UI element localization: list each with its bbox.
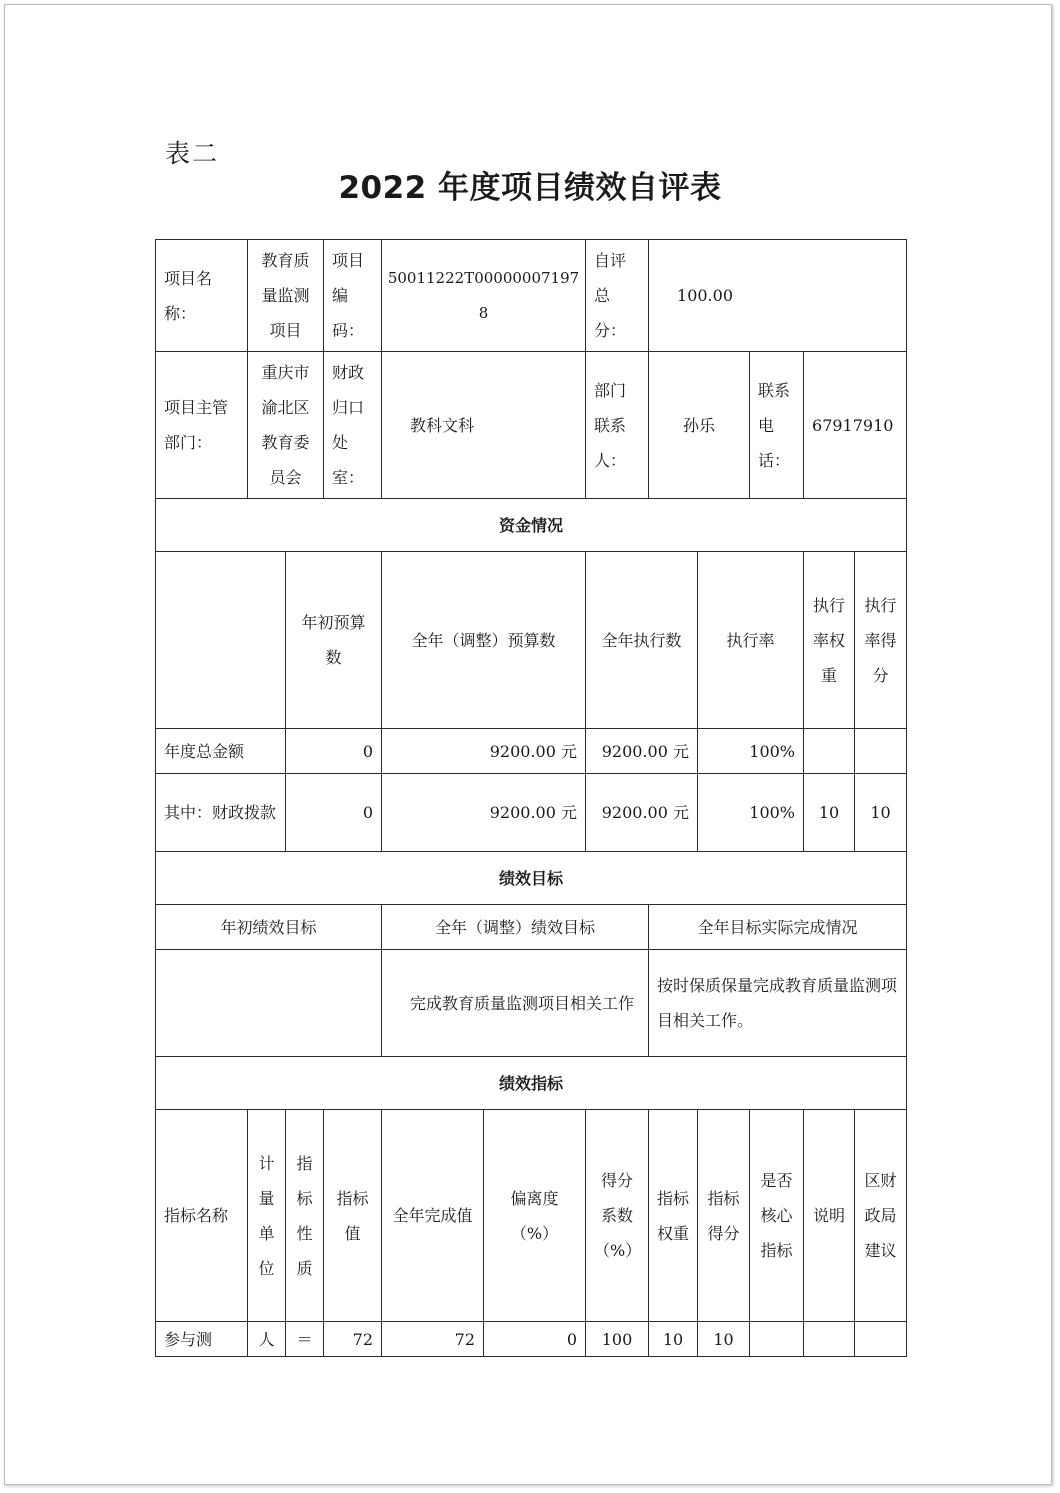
funds-row-rate: 100% <box>698 729 804 774</box>
ind-header-coef: 得分系数（%） <box>586 1110 649 1322</box>
funds-corner-cell <box>156 552 286 729</box>
ind-header-name: 指标名称 <box>156 1110 248 1322</box>
project-code-label: 项目编码： <box>324 240 382 352</box>
funds-section-title: 资金情况 <box>156 499 907 552</box>
funds-row-score: 10 <box>855 774 907 852</box>
ind-header-suggest: 区财政局建议 <box>855 1110 907 1322</box>
goals-adjusted-value: 完成教育质量监测项目相关工作 <box>382 950 649 1057</box>
phone-value: 67917910 <box>804 352 907 499</box>
phone-label: 联系电话： <box>750 352 804 499</box>
project-code-value: 50011222T000000071978 <box>382 240 586 352</box>
funds-row-adjusted: 9200.00 元 <box>382 729 586 774</box>
goals-header-initial: 年初绩效目标 <box>156 905 382 950</box>
goals-actual-value: 按时保质保量完成教育质量监测项目相关工作。 <box>649 950 907 1057</box>
goals-header-adjusted: 全年（调整）绩效目标 <box>382 905 649 950</box>
ind-header-core: 是否核心指标 <box>750 1110 804 1322</box>
dept-label: 项目主管部门： <box>156 352 248 499</box>
funds-header-score: 执行率得分 <box>855 552 907 729</box>
project-name-label: 项目名称： <box>156 240 248 352</box>
ind-completed: 72 <box>382 1322 484 1357</box>
ind-coef: 100 <box>586 1322 649 1357</box>
ind-core <box>750 1322 804 1357</box>
funds-header-weight: 执行率权重 <box>804 552 855 729</box>
funds-header-row <box>156 552 907 729</box>
ind-header-weight: 指标权重 <box>649 1110 698 1322</box>
ind-suggest <box>855 1322 907 1357</box>
ind-header-score: 指标得分 <box>698 1110 750 1322</box>
ind-nature: ＝ <box>286 1322 324 1357</box>
project-info-row <box>156 240 907 352</box>
ind-name: 参与测 <box>156 1322 248 1357</box>
self-score-value: 100.00 <box>649 240 907 352</box>
document-title: 2022 年度项目绩效自评表 <box>338 170 722 206</box>
ind-unit: 人 <box>248 1322 286 1357</box>
goals-header-actual: 全年目标实际完成情况 <box>649 905 907 950</box>
funds-row-weight <box>804 729 855 774</box>
ind-header-unit: 计量单位 <box>248 1110 286 1322</box>
ind-weight: 10 <box>649 1322 698 1357</box>
dept-contact-value: 孙乐 <box>649 352 750 499</box>
funds-header-adjusted: 全年（调整）预算数 <box>382 552 586 729</box>
funds-row-weight: 10 <box>804 774 855 852</box>
indicators-section-title: 绩效指标 <box>156 1057 907 1110</box>
funds-row-rate: 100% <box>698 774 804 852</box>
dept-value: 重庆市渝北区教育委员会 <box>248 352 324 499</box>
funds-row-executed: 9200.00 元 <box>586 729 698 774</box>
ind-header-value: 指标值 <box>324 1110 382 1322</box>
ind-value: 72 <box>324 1322 382 1357</box>
indicators-header-row <box>156 1110 907 1322</box>
funds-row-initial: 0 <box>286 729 382 774</box>
goals-initial-value <box>156 950 382 1057</box>
goals-section-title: 绩效目标 <box>156 852 907 905</box>
funds-row-initial: 0 <box>286 774 382 852</box>
funds-header-executed: 全年执行数 <box>586 552 698 729</box>
ind-note <box>804 1322 855 1357</box>
dept-contact-label: 部门联系人： <box>586 352 649 499</box>
funds-header-rate: 执行率 <box>698 552 804 729</box>
funds-row-executed: 9200.00 元 <box>586 774 698 852</box>
self-score-label: 自评总分： <box>586 240 649 352</box>
ind-header-nature: 指标性质 <box>286 1110 324 1322</box>
department-info-row <box>156 352 907 499</box>
project-name-value: 教育质量监测项目 <box>248 240 324 352</box>
funds-row-score <box>855 729 907 774</box>
ind-header-note: 说明 <box>804 1110 855 1322</box>
funds-row-adjusted: 9200.00 元 <box>382 774 586 852</box>
performance-evaluation-table <box>155 239 907 1357</box>
goals-header-row <box>156 905 907 950</box>
goals-content-row <box>156 950 907 1057</box>
funds-row-fiscal <box>156 774 907 852</box>
table-number-label: 表二 <box>165 139 220 168</box>
finance-office-label: 财政归口处室： <box>324 352 382 499</box>
indicator-row <box>156 1322 907 1357</box>
funds-header-initial: 年初预算数 <box>286 552 382 729</box>
ind-header-completed: 全年完成值 <box>382 1110 484 1322</box>
ind-score: 10 <box>698 1322 750 1357</box>
funds-row-total <box>156 729 907 774</box>
funds-row-label: 其中：财政拨款 <box>156 774 286 852</box>
ind-header-deviation: 偏离度（%） <box>484 1110 586 1322</box>
ind-deviation: 0 <box>484 1322 586 1357</box>
finance-office-value: 教科文科 <box>382 352 586 499</box>
funds-row-label: 年度总金额 <box>156 729 286 774</box>
